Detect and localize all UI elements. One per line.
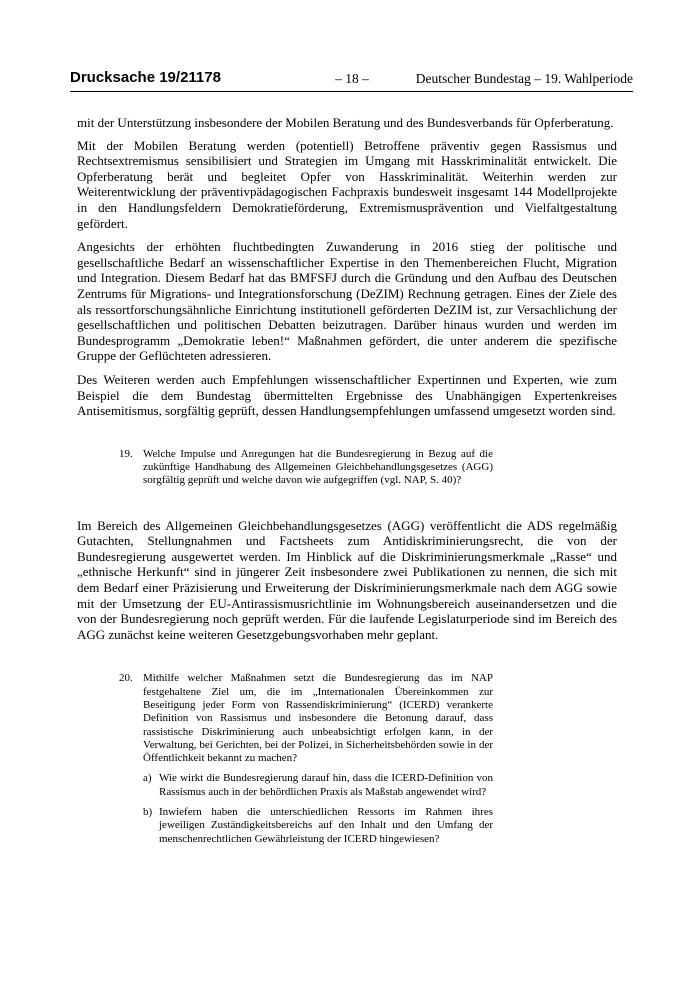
question-20 xyxy=(119,672,493,846)
question-text: Welche Impulse und Anregungen hat die Bundesregierung in Bezug auf die zukünftige Handhabung des Allgemeinen Gleichbehandlungsgesetzes (AGG) sorgfältig geprüft und welche davon wie aufgegriffen (vgl. NAP, S. 40)? xyxy=(143,447,493,487)
header-rule xyxy=(70,91,633,92)
question-19 xyxy=(119,448,493,488)
sub-question-text: Inwiefern haben die unterschiedlichen Ressorts im Rahmen ihres jeweiligen Zuständigkeitsbereichs auf den Inhalt und den Umfang der menschenrechtlichen Gewährleistung der ICERD hingewiesen? xyxy=(159,806,493,845)
answer-paragraph: Im Bereich des Allgemeinen Gleichbehandlungsgesetzes (AGG) veröffentlicht die ADS regelmäßig Gutachten, Stellungnahmen und Factsheets zum Antidiskriminierungsrecht, die von der Bundesregierung ausgewertet werden. Im Hinblick auf die Diskriminierungsmerkmale „Rasse“ und „ethnische Herkunft“ sind in jüngerer Zeit insbesondere zwei Publikationen zu nennen, die sich mit dem Bedarf einer Präzisierung und Erweiterung der Diskriminierungsmerkmale nach dem AGG sowie mit der Umsetzung der EU-Antirassismusrichtlinie im Wohnungsbereich auseinandersetzen und die von der Bundesregierung noch geprüft werden. Für die laufende Legislaturperiode sind im Bereich des AGG zunächst keine weiteren Gesetzgebungsvorhaben mehr geplant. xyxy=(77,517,617,642)
page-header xyxy=(70,67,633,89)
body-text xyxy=(77,115,617,846)
page-number: – 18 – xyxy=(335,71,369,86)
document-number: Drucksache 19/21178 xyxy=(70,69,221,86)
sub-question-text: Wie wirkt die Bundesregierung darauf hin, dass die ICERD-Definition von Rassismus auch in der behördlichen Praxis als Maßstab angewendet wird? xyxy=(159,772,493,798)
sub-question-label: b) xyxy=(143,806,153,818)
paragraph: mit der Unterstützung insbesondere der Mobilen Beratung und des Bundesverbands für Opferberatung. xyxy=(77,115,614,130)
paragraph: Angesichts der erhöhten fluchtbedingten Zuwanderung in 2016 stieg der politische und gesellschaftliche Bedarf an wissenschaftlicher Expertise in den Themenbereichen Flucht, Migration und Integration. Diesem Bedarf hat das BMFSFJ durch die Gründung und den Aufbau des Deutschen Zentrums für Migrations- und Integrationsforschung (DeZIM) Rechnung getragen. Eines der Ziele des als ressortforschungsähnliche Einrichtung institutionell geförderten DeZIM ist, zur Versachlichung der gesellschaftlichen und politischen Debatten beizutragen. Darüber hinaus wurden und werden im Bundesprogramm „Demokratie leben!“ Maßnahmen gefördert, die unter anderem die spezifische Gruppe der Geflüchteten adressieren. xyxy=(77,239,617,364)
sub-question-b xyxy=(143,806,493,846)
paragraph: Mit der Mobilen Beratung werden (potentiell) Betroffene präventiv gegen Rassismus und Rechtsextremismus sensibilisiert und Strategien im Umgang mit Hasskriminalität entwickelt. Die Opferberatung berät und begleitet Opfer von Hasskriminalität. Weiterhin werden zur Weiterentwicklung der präventivpädagogischen Fachpraxis bundesweit insgesamt 144 Modellprojekte in den Handlungsfeldern Demokratieförderung, Extremismusprävention und Vielfaltgestaltung gefördert. xyxy=(77,137,617,231)
paragraph: Des Weiteren werden auch Empfehlungen wissenschaftlicher Expertinnen und Experten, wie zum Beispiel die dem Bundestag übermittelten Ergebnisse des Unabhängigen Expertenkreises Antisemitismus, sorgfältig geprüft, dessen Handlungsempfehlungen umfassend umgesetzt worden sind. xyxy=(77,371,617,419)
sub-question-label: a) xyxy=(143,772,152,785)
parliament-title: Deutscher Bundestag – 19. Wahlperiode xyxy=(415,71,633,86)
question-number: 20. xyxy=(119,672,133,685)
sub-question-a xyxy=(143,772,493,799)
question-number: 19. xyxy=(119,447,133,460)
question-text: Mithilfe welcher Maßnahmen setzt die Bundesregierung das im NAP festgehaltene Ziel um, die im „Internationalen Übereinkommen zur Beseitigung jeder Form von Rassendiskriminierung“ (ICERD) verankerte Definition von Rassismus und insbesondere die Betonung darauf, dass rassistische Diskriminierung auch unbeabsichtigt erfolgen kann, in der Verwaltung, bei Gerichten, bei der Polizei, in Sicherheitsbehörden sowie in der Öffentlichkeit bekannt zu machen? xyxy=(143,672,493,765)
